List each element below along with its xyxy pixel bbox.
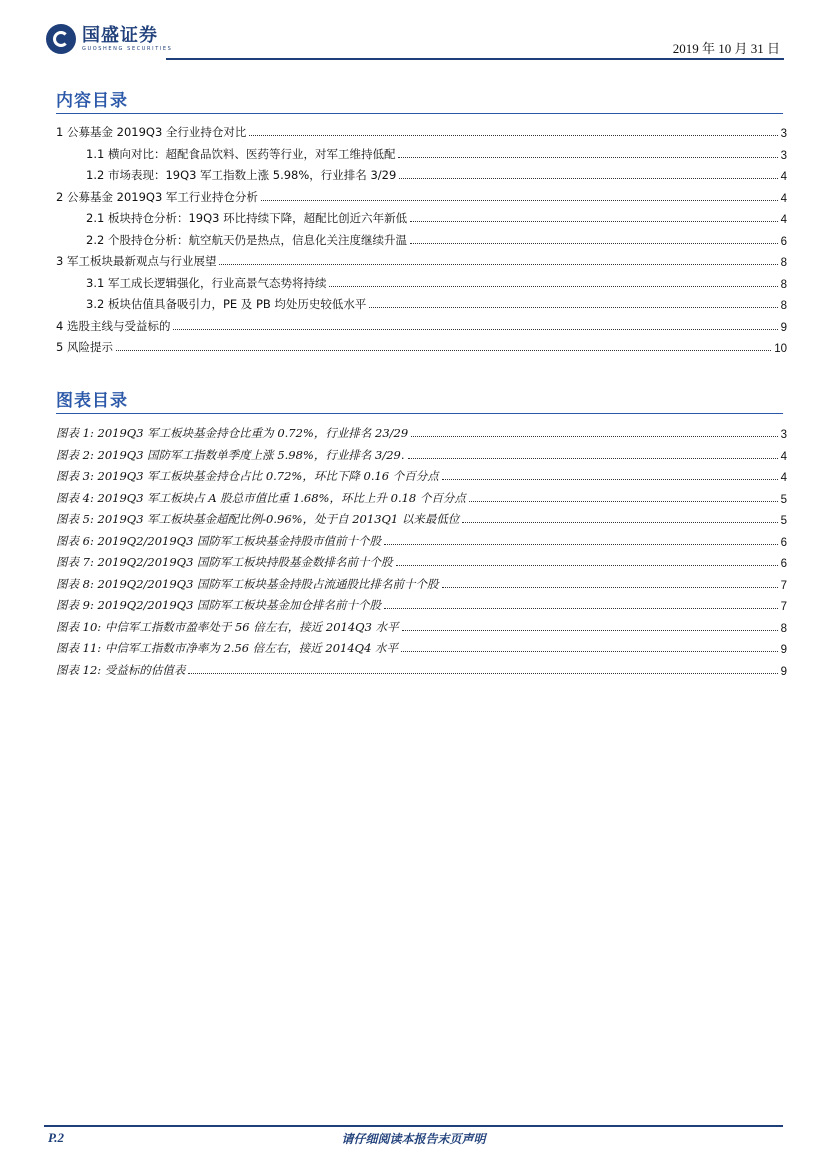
figure-entry-page: 7 xyxy=(780,579,787,592)
leader-dots xyxy=(442,587,778,588)
toc-entry[interactable] xyxy=(86,228,787,248)
toc-entry-title: 2.1 板块持仓分析：19Q3 环比持续下降，超配比创近六年新低 xyxy=(86,211,408,225)
figure-entry-page: 9 xyxy=(780,665,787,678)
toc-entry-page: 4 xyxy=(780,171,787,183)
leader-dots xyxy=(384,608,778,609)
toc-entry-title: 4 选股主线与受益标的 xyxy=(56,318,171,333)
figure-entry-title: 图表 5: 2019Q3 军工板块基金超配比例-0.96%，处于自 2013Q1 以来最低位 xyxy=(56,512,460,526)
toc-entry-title: 2.2 个股持仓分析：航空航天仍是热点，信息化关注度继续升温 xyxy=(86,232,407,247)
leader-dots xyxy=(249,135,777,136)
leader-dots xyxy=(401,651,778,652)
figure-entry-title: 图表 1: 2019Q3 军工板块基金持仓比重为 0.72%，行业排名 23/29 xyxy=(56,426,409,440)
footer-divider xyxy=(44,1125,783,1127)
header-divider xyxy=(166,58,784,60)
figure-entry-title: 图表 7: 2019Q2/2019Q3 国防军工板块持股基金数排名前十个股 xyxy=(56,555,393,569)
figure-entry[interactable] xyxy=(56,507,787,527)
figure-entry-page: 3 xyxy=(780,429,787,441)
leader-dots xyxy=(173,329,777,330)
figure-entry[interactable] xyxy=(56,443,787,463)
toc-entry-title: 1 公募基金 2019Q3 全行业持仓对比 xyxy=(56,125,247,139)
leader-dots xyxy=(398,157,777,158)
figure-entry[interactable] xyxy=(56,486,787,506)
toc-entry-title: 3.1 军工成长逻辑强化，行业高景气态势将持续 xyxy=(86,275,327,290)
toc-entry-page: 3 xyxy=(780,128,787,140)
toc-entry-title: 2 公募基金 2019Q3 军工行业持仓分析 xyxy=(56,189,258,204)
logo-icon xyxy=(46,24,76,54)
figure-entry[interactable] xyxy=(56,593,787,613)
figure-entry[interactable] xyxy=(56,658,787,678)
page-number: P.2 xyxy=(48,1130,65,1145)
figure-entry-title: 图表 8: 2019Q2/2019Q3 国防军工板块基金持股占流通股比排名前十个股 xyxy=(56,576,439,591)
figure-entry-title: 图表 6: 2019Q2/2019Q3 国防军工板块基金持股市值前十个股 xyxy=(56,533,382,548)
leader-dots xyxy=(410,243,778,244)
toc-entry[interactable] xyxy=(86,163,787,183)
figure-list-heading: 图表目录 xyxy=(56,391,128,411)
leader-dots xyxy=(219,264,777,265)
leader-dots xyxy=(384,544,778,545)
figure-entry[interactable] xyxy=(56,464,787,484)
toc-entry-page: 9 xyxy=(780,321,787,334)
leader-dots xyxy=(462,522,777,523)
figure-entry-page: 5 xyxy=(780,493,787,506)
toc-heading: 内容目录 xyxy=(56,91,128,111)
figure-entry-title: 图表 11: 中信军工指数市净率为 2.56 倍左右，接近 2014Q4 水平 xyxy=(56,641,399,655)
figure-entry-page: 6 xyxy=(780,558,787,570)
figure-entry-page: 5 xyxy=(780,515,787,527)
leader-dots xyxy=(261,200,778,201)
figure-entry-title: 图表 2: 2019Q3 国防军工指数单季度上涨 5.98%，行业排名 3/29. xyxy=(56,447,405,462)
figure-entry-page: 4 xyxy=(780,472,787,484)
leader-dots xyxy=(410,221,777,222)
toc-entry[interactable] xyxy=(86,142,787,162)
toc-entry[interactable] xyxy=(56,314,787,334)
leader-dots xyxy=(469,501,778,502)
toc-entry-title: 1.2 市场表现：19Q3 军工指数上涨 5.98%，行业排名 3/29 xyxy=(86,168,397,182)
toc-entry-page: 10 xyxy=(774,343,787,355)
toc-entry[interactable] xyxy=(56,335,787,355)
toc-entry-title: 3.2 板块估值具备吸引力，PE 及 PB 均处历史较低水平 xyxy=(86,297,367,311)
leader-dots xyxy=(408,458,778,459)
leader-dots xyxy=(369,307,777,308)
toc-entry-title: 1.1 横向对比：超配食品饮料、医药等行业，对军工维持低配 xyxy=(86,146,396,161)
leader-dots xyxy=(411,436,777,437)
company-logo xyxy=(46,24,172,54)
toc-entry[interactable] xyxy=(56,185,787,205)
toc-entry[interactable] xyxy=(86,271,787,291)
leader-dots xyxy=(188,673,777,674)
toc-entry-title: 3 军工板块最新观点与行业展望 xyxy=(56,254,217,268)
toc-entry-page: 8 xyxy=(780,278,787,291)
leader-dots xyxy=(399,178,777,179)
toc-heading-rule xyxy=(56,113,783,114)
figure-entry-title: 图表 10: 中信军工指数市盈率处于 56 倍左右，接近 2014Q3 水平 xyxy=(56,619,399,634)
figure-entry[interactable] xyxy=(56,529,787,549)
toc-entry-title: 5 风险提示 xyxy=(56,340,113,354)
figure-entry-page: 4 xyxy=(780,450,787,463)
figure-entry-title: 图表 4: 2019Q3 军工板块占 A 股总市值比重 1.68%，环比上升 0.18 个百分点 xyxy=(56,490,466,505)
figure-entry-title: 图表 12: 受益标的估值表 xyxy=(56,662,186,677)
figure-entry[interactable] xyxy=(56,572,787,592)
page-header xyxy=(46,24,784,64)
toc-entry-page: 4 xyxy=(780,192,787,205)
figure-entry[interactable] xyxy=(56,636,787,656)
toc-entry-page: 8 xyxy=(780,300,787,312)
figure-entry-page: 8 xyxy=(780,622,787,635)
figure-entry[interactable] xyxy=(56,615,787,635)
toc-entry[interactable] xyxy=(86,292,787,312)
figure-entry-title: 图表 9: 2019Q2/2019Q3 国防军工板块基金加仓排名前十个股 xyxy=(56,598,382,612)
leader-dots xyxy=(442,479,778,480)
logo-name: 国盛证券 xyxy=(82,24,158,46)
figure-entry[interactable] xyxy=(56,550,787,570)
figure-entry-page: 7 xyxy=(780,601,787,613)
figure-entry[interactable] xyxy=(56,421,787,441)
toc-entry[interactable] xyxy=(86,206,787,226)
figure-entry-title: 图表 3: 2019Q3 军工板块基金持仓占比 0.72%，环比下降 0.16 个百分点 xyxy=(56,469,439,483)
figure-entry-page: 6 xyxy=(780,536,787,549)
leader-dots xyxy=(402,630,778,631)
disclaimer-note: 请仔细阅读本报告末页声明 xyxy=(341,1132,486,1146)
report-date: 2019 年 10 月 31 日 xyxy=(672,41,780,56)
leader-dots xyxy=(329,286,777,287)
toc-entry[interactable] xyxy=(56,249,787,269)
toc-entry-page: 8 xyxy=(780,257,787,269)
leader-dots xyxy=(396,565,778,566)
toc-entry-page: 3 xyxy=(780,149,787,162)
figure-entry-page: 9 xyxy=(780,644,787,656)
toc-entry-page: 6 xyxy=(780,235,787,248)
logo-english: GUOSHENG SECURITIES xyxy=(82,45,173,52)
leader-dots xyxy=(116,350,771,351)
toc-entry[interactable] xyxy=(56,120,787,140)
figure-list-heading-rule xyxy=(56,413,783,414)
toc-entry-page: 4 xyxy=(780,214,787,226)
